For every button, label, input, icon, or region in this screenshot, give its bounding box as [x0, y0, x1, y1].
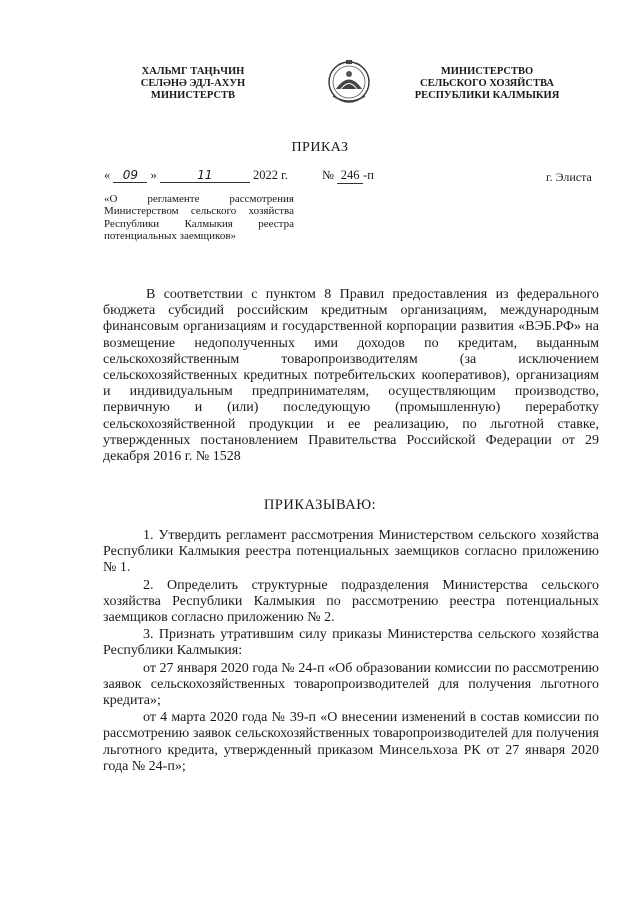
date-year: 2022 г.: [253, 168, 288, 182]
number-suffix: -п: [363, 168, 374, 182]
header-right-line: СЕЛЬСКОГО ХОЗЯЙСТВА: [420, 78, 554, 89]
header-left-line: МИНИСТЕРСТВ: [150, 90, 236, 101]
city: г. Элиста: [546, 170, 592, 184]
order-subject: «О регламенте рассмотрения Министерством сельского хозяйства Республики Калмыкия реестра потенциальных заемщиков»: [104, 193, 294, 243]
number-value: 246: [337, 168, 363, 184]
document-title: ПРИКАЗ: [291, 140, 349, 155]
header-kalmyk-ministry: [118, 66, 268, 102]
order-item: 3. Признать утратившим силу приказы Министерства сельского хозяйства Республики Калмыкия:: [103, 627, 599, 659]
order-subitem: от 27 января 2020 года № 24-п «Об образовании комиссии по рассмотрению заявок сельскохозяйственных товаропроизводителей для получения льготного кредита»;: [103, 660, 599, 709]
header-right-line: МИНИСТЕРСТВО: [440, 66, 534, 77]
date-month: 11: [160, 168, 250, 183]
order-word: ПРИКАЗЫВАЮ:: [263, 497, 377, 513]
date-day: 09: [113, 168, 147, 183]
kalmykia-emblem-icon: [326, 58, 372, 110]
header-ministry-ru: [412, 66, 562, 102]
preamble-paragraph: В соответствии с пунктом 8 Правил предоставления из федерального бюджета субсидий российским кредитным организациям, международным финансовым организациям и государственной корпорации развития «ВЭБ.РФ» на возмещение недополученных ими доходов по кредитам, выданным сельскохозяйственным товаропроизводителям (за исключением сельскохозяйственных кредитных потребительских кооперативов), организациям и индивидуальным предпринимателям, осуществляющим производство, первичную и (или) последующую (промышленную) переработку сельскохозяйственной продукции и ее реализацию, по льготной ставке, утвержденных постановлением Правительства Российской Федерации от 29 декабря 2016 г. № 1528: [103, 287, 599, 465]
header-right-line: РЕСПУБЛИКИ КАЛМЫКИЯ: [414, 90, 560, 101]
order-date: [104, 168, 288, 183]
order-number: [322, 168, 374, 184]
order-item: 2. Определить структурные подразделения Министерства сельского хозяйства Республики Калмыкия по рассмотрению реестра потенциальных заемщиков согласно приложению № 2.: [103, 577, 599, 626]
order-item: 1. Утвердить регламент рассмотрения Министерством сельского хозяйства Республики Калмыкия реестра потенциальных заемщиков согласно приложению № 1.: [103, 528, 599, 576]
date-close-quote: »: [150, 168, 157, 182]
header-left-line: ХАЛЬМГ ТАҢҺЧИН: [141, 66, 245, 77]
header-left-line: СЕЛӘНӘ ЭДЛ-АХУН: [140, 78, 246, 89]
order-items: [103, 528, 599, 776]
number-prefix: №: [322, 168, 334, 182]
order-subitem: от 4 марта 2020 года № 39-п «О внесении изменений в состав комиссии по рассмотрению заявок сельскохозяйственных товаропроизводителей для получения льготного кредита, утвержденный приказом Минсельхоза РК от 27 января 2020 года № 24-п»;: [103, 710, 599, 774]
date-open-quote: «: [104, 168, 111, 182]
